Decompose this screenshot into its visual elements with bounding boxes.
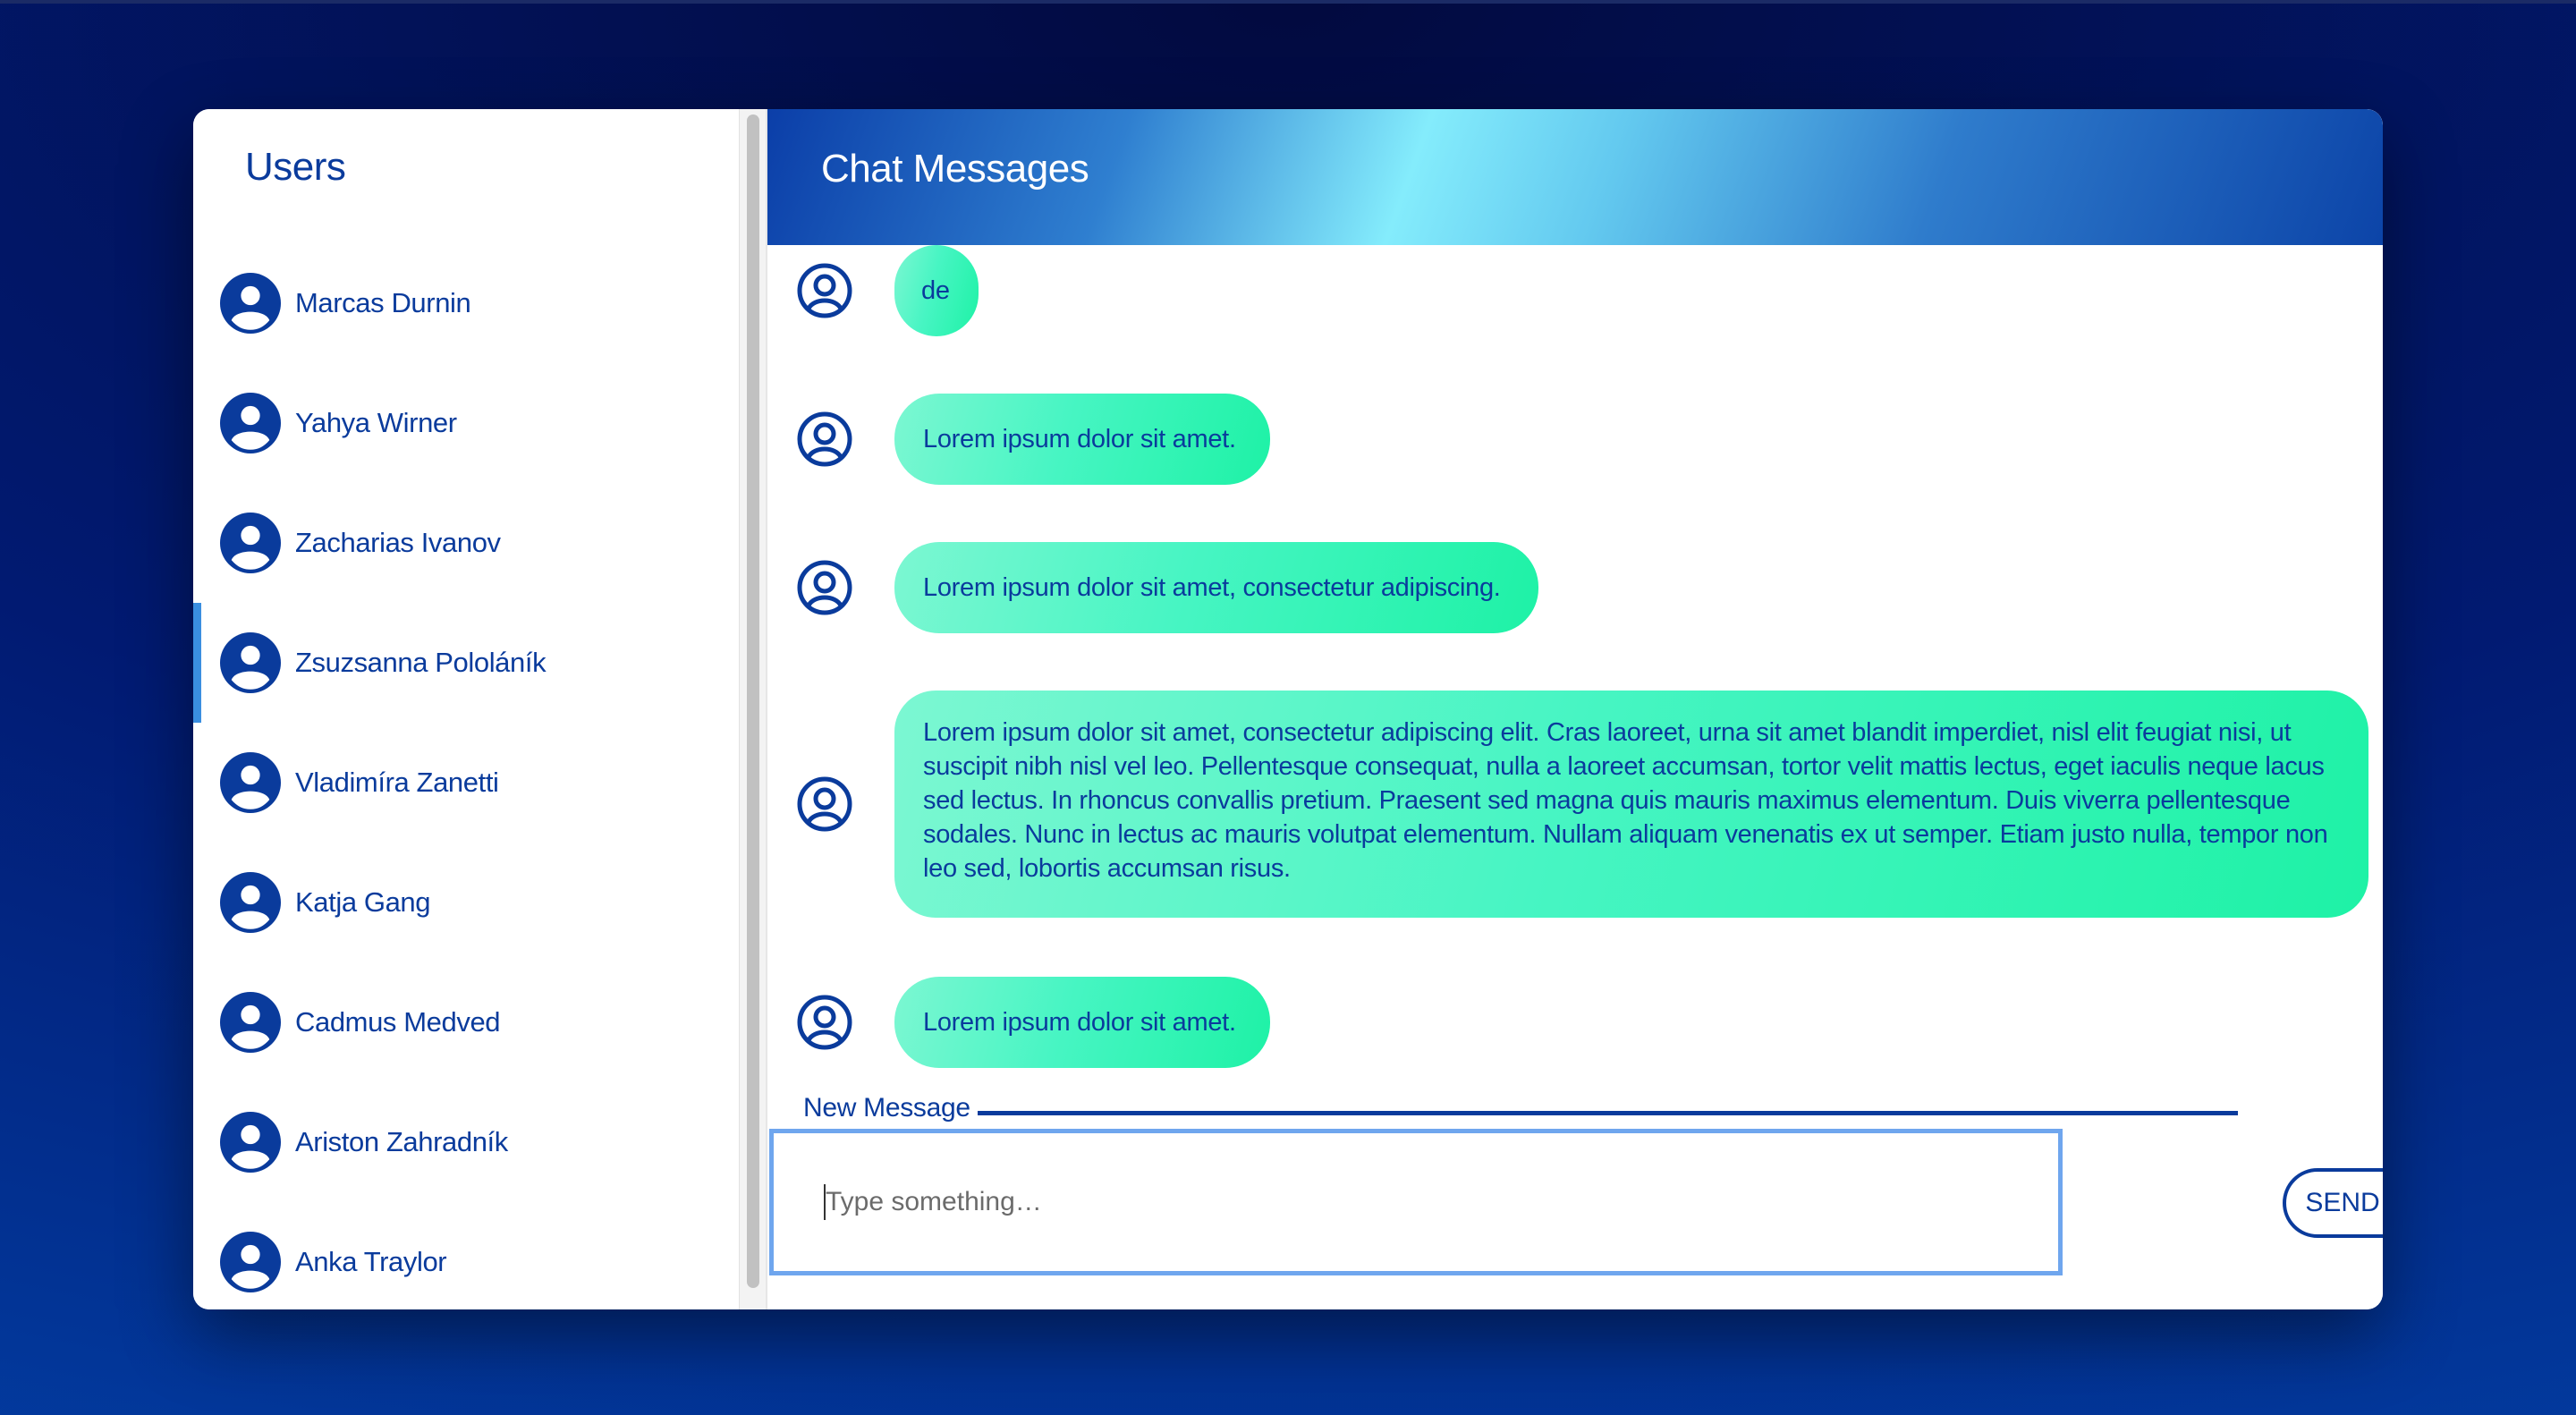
- sidebar-item-user[interactable]: [193, 843, 766, 962]
- chat-app-window: [193, 109, 2383, 1309]
- sidebar-scrollbar[interactable]: [739, 109, 766, 1309]
- user-list: [193, 243, 766, 1309]
- message-bubble: Lorem ipsum dolor sit amet, consectetur adipiscing.: [894, 542, 1538, 633]
- user-circle-icon: [220, 273, 281, 334]
- sidebar-item-user[interactable]: [193, 483, 766, 603]
- message-input[interactable]: [769, 1129, 2063, 1275]
- sidebar-item-label: Marcas Durnin: [295, 287, 471, 318]
- user-outline-icon: [796, 994, 853, 1051]
- sidebar-item-user[interactable]: [193, 723, 766, 843]
- user-outline-icon: [796, 559, 853, 616]
- sidebar-item-user[interactable]: [193, 1202, 766, 1309]
- sidebar-item-user[interactable]: [193, 1082, 766, 1202]
- user-circle-icon: [220, 992, 281, 1053]
- sidebar-item-user[interactable]: [193, 363, 766, 483]
- text-caret: [824, 1184, 826, 1220]
- composer-divider: [970, 1111, 2238, 1115]
- chat-header: [767, 109, 2383, 245]
- chat-title: Chat Messages: [821, 147, 1089, 191]
- send-button[interactable]: [2283, 1168, 2383, 1238]
- sidebar-item-label: Ariston Zahradník: [295, 1126, 508, 1157]
- message-bubble: Lorem ipsum dolor sit amet.: [894, 977, 1270, 1068]
- user-circle-icon: [220, 632, 281, 693]
- message-bubble: de: [894, 245, 979, 336]
- sidebar-item-label: Yahya Wirner: [295, 407, 457, 438]
- sidebar-item-label: Vladimíra Zanetti: [295, 767, 499, 798]
- message-bubble: Lorem ipsum dolor sit amet.: [894, 394, 1270, 485]
- users-sidebar: [193, 109, 766, 1309]
- message-bubble: Lorem ipsum dolor sit amet, consectetur adipiscing elit. Cras laoreet, urna sit amet blandit imperdiet, nisl elit feugiat nisi, ut suscipit nibh nisl vel leo. Pellentesque consequat, nulla a laoreet accumsan, tortor velit mattis lectus, eget iaculis neque lacus sed lectus. In rhoncus convallis pretium. Praesent sed magna quis mauris maximus elementum. Duis viverra pellentesque sodales. Nunc in lectus ac mauris volutpat elementum. Nullam aliquam venenatis ex ut semper. Etiam justo nulla, tempor non leo sed, lobortis accumsan risus.: [894, 691, 2368, 918]
- chat-panel: [766, 109, 2383, 1309]
- user-circle-icon: [220, 752, 281, 813]
- user-outline-icon: [796, 411, 853, 468]
- message-row: [767, 245, 2383, 336]
- message-list: [767, 245, 2383, 1211]
- user-circle-icon: [220, 1112, 281, 1173]
- sidebar-item-user[interactable]: [193, 962, 766, 1082]
- composer-legend: New Message: [803, 1093, 978, 1123]
- user-circle-icon: [220, 1232, 281, 1292]
- sidebar-item-label: Zacharias Ivanov: [295, 527, 501, 558]
- user-outline-icon: [796, 262, 853, 319]
- sidebar-item-user-active[interactable]: [193, 603, 766, 723]
- sidebar-item-label: Anka Traylor: [295, 1246, 447, 1277]
- send-button-label: SEND: [2305, 1188, 2380, 1217]
- sidebar-title: Users: [245, 145, 346, 189]
- sidebar-item-label: Katja Gang: [295, 886, 431, 918]
- user-circle-icon: [220, 393, 281, 453]
- message-row: [767, 542, 2383, 633]
- message-row: [767, 394, 2383, 485]
- user-outline-icon: [796, 775, 853, 833]
- user-circle-icon: [220, 872, 281, 933]
- sidebar-scrollbar-thumb[interactable]: [747, 114, 759, 1288]
- sidebar-item-label: Zsuzsanna Pololáník: [295, 647, 547, 678]
- sidebar-item-user[interactable]: [193, 243, 766, 363]
- message-row: [767, 977, 2383, 1068]
- message-row: [767, 691, 2383, 918]
- user-circle-icon: [220, 513, 281, 573]
- sidebar-item-label: Cadmus Medved: [295, 1006, 501, 1038]
- window-top-edge: [0, 0, 2576, 4]
